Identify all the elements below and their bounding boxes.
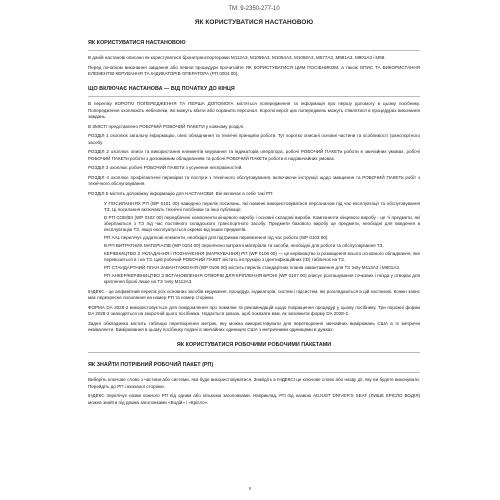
section-divider xyxy=(88,96,420,97)
section-heading-how-to-use: ЯК КОРИСТУВАТИСЯ НАСТАНОВОЮ xyxy=(88,40,186,46)
section-divider xyxy=(88,372,420,373)
paragraph: В переліку КОРОТКІ ПОПЕРЕДЖЕННЯ ТА ПЕРША ДОПОМОГА містяться попередження та інформація про першу допомогу в цьому посібнику. Попередження охоплюють небезпеки, які можуть вбити або поранити персонал. Короткі версії цих попереджень можуть з'являтися в процедурах виконання завдань. xyxy=(88,101,420,119)
tm-number: ТМ: 9-2350-277-10 xyxy=(228,6,280,12)
list-item: В РП СОЕ/BII (WP 0102 00) передбачені компоненти кінцевого виробу і основні складові вироби. Компоненти кінцевого виробу - це ті предмети, які зберігаються з ТЗ під час постійного складського транспортного засобу. Предмети базового виробу це предмети, необхідні для введення в експлуатацію ТЗ, якщо експлуатується окремо від інших предметів. xyxy=(104,214,420,233)
page-title: ЯК КОРИСТУВАТИСЯ НАСТАНОВОЮ xyxy=(194,19,314,26)
list-item: В РП ВИТРАТНИХ МАТЕРІАЛІВ (WP 0104 00) перелічено витратні матеріали та засоби, необхідні для роботи та обслуговування ТЗ. xyxy=(104,243,384,249)
paragraph: ІНДЕКС перелічує назви кожного РП під одним або кількома заголовками. Наприклад, РП під назвою ADJUST DRIVER'S SEAT (ЛИШЕ КРІСЛО ВОДІЯ) можна знайти під двома заголовками «Водій» і «Крісло». xyxy=(88,393,420,405)
section-divider xyxy=(88,352,420,353)
paragraph: Перед початком виконання завдання або певної процедури прочитайте ЯК КОРИСТУВАТИСЯ ЦИМ ПОСІБНИКОМ, а також ОПИС ТА ВИКОРИСТАННЯ ЕЛЕМЕНТІВ КЕРУВАННЯ ТА ІНДИКАТОРІВ ОПЕРАТОРА (РП 0004 00). xyxy=(88,64,420,76)
page-number: v xyxy=(248,486,252,492)
paragraph: РОЗДІЛ 2 охоплює описи та використання елементів керування та індикаторів оператора, робочі РОБОЧИЙ ПАКЕТи роботи в звичайних умовах, робочі РОБОЧИЙ ПАКЕТи роботи з допоміжним обладнанням та робочі РОБОЧИЙ ПАКЕТи роботи в надзвичайних умовах. xyxy=(88,149,420,161)
section-heading-work-packages: ЯК КОРИСТУВАТИСЯ РОБОЧИМИ РОБОЧИМИ ПАКЕТАМИ xyxy=(176,342,332,349)
chapter-5-list xyxy=(88,201,420,286)
paragraph: РОЗДІЛ 1 охоплює загальну інформацію, опис обладнання та технічні принципи роботи. Тут коротко описані основні частини та особливості транспортного засобу. xyxy=(88,133,420,145)
list-item: РП АНКЕР/КЕРІВНИЦТВО З ВСТАНОВЛЕННЯ ОТВОРІВ ДЛЯ КРІПЛЕННЯ БРОНІ (WP 0107 00) описує розташування точкових і гнізда у отворах для кріплення броні лише на ТЗ типу M113A3. xyxy=(104,272,420,285)
section-heading-contents: ЩО ВКЛЮЧАЄ НАСТАНОВА — ВІД ПОЧАТКУ ДО КІНЦЯ xyxy=(88,86,235,93)
list-item: РП AAL перелічує додаткові елементи, необхідні для підтримки перевезення під час роботи (WP 0103 00). xyxy=(104,235,329,241)
list-item: У ПОСИЛАННЯХ РП (WP 0101 00) наведено перелік посилань, які повинні використовуватися персоналом під час експлуатації та обслуговування ТЗ. Ці посилання включають технічні посібники та інші публікації. xyxy=(104,200,420,212)
paragraph: Виберіть ключове слово з частини або системи, яка буде використовуватися. Знайдіть в ІНДЕКСІ це ключове слово або назву дії, яку ви будете виконувати. Перейдіть до РП і вказаної сторінки. xyxy=(88,377,420,389)
paragraph: РОЗДІЛ 4 охоплює профілактичні перевірки та послуги з технічного обслуговування, включаючи інструкції щодо змащення та РОБОЧИЙ ПАКЕТи робіт з технічного обслуговування. xyxy=(88,175,420,187)
paragraph: РОЗДІЛ 3 охоплює робочі РОБОЧИЙ ПАКЕТи з усунення несправностей. xyxy=(88,165,243,171)
paragraph: В даній настанові описано як користуватися бронетранспортерами M113A3, M1059A3, M1064A3, M1068A3, M577A3, M981A3, M901A3 і M58. xyxy=(88,55,386,60)
list-item: КЕРІВНИЦТВО З УКЛАДАННЯ І ПОЗНАЧЕННЯ (МАРКУВАННЯ) РП (WP 0105 00) — це керівництво із розміщення всього основного обладнання, яке перевозиться в і на ТЗ. Цей робочий РОБОЧИЙ ПАКЕТ містить інструкцію з ідентифікаційних (ID) табличок на ТЗ. xyxy=(104,250,420,263)
paragraph: Задня обкладинка містить таблицю перетворення метрик, яку можна використовувати для перетворення звичайних вимірювань США в їх метричні еквіваленти. Вимірювання в цьому посібнику подані в звичайних одиницях США з метричними одиницями в дужках. xyxy=(88,320,420,333)
paragraph: ІНДЕКС - це алфавітний перелік усіх основних засобів керування, процедур, індикаторів, систем і підсистем, які розглядаються в цій настанові. Кожен запис має перехресне посилання на номер РП та номер сторінки. xyxy=(88,288,420,301)
paragraph: РОЗДІЛ 5 містить допоміжну інформацію для НАСТАНОВИ. Він включає в себе такі РП: xyxy=(88,191,274,196)
subsection-heading-find-wp: ЯК ЗНАЙТИ ПОТРІБНИЙ РОБОЧИЙ ПАКЕТ (РП) xyxy=(88,362,214,369)
list-item: РП СТАНДАРТНИЙ ПЛАН ЗАВАНТАЖЕННЯ (WP 0106 00) містить перелік стандартних планів завантаження для ТЗ типу M113A3 і M901A3. xyxy=(104,264,401,270)
paragraph: В ЗМІСТІ представлено РОБОЧИЙ РОБОЧИЙ ПАКЕТИ у кожному розділі. xyxy=(88,123,245,129)
paragraph: ФОРМА DA 2028-2 використовується для повідомлення про помилки та рекомендацій щодо покращення процедур у цьому посібнику. Три порожні форми DA 2028-2 знаходяться на зворотній цього посібника. Надається зразок, щоб показати вам, як заповнити форму DA 2028-2. xyxy=(88,304,420,317)
section-divider xyxy=(88,50,420,51)
